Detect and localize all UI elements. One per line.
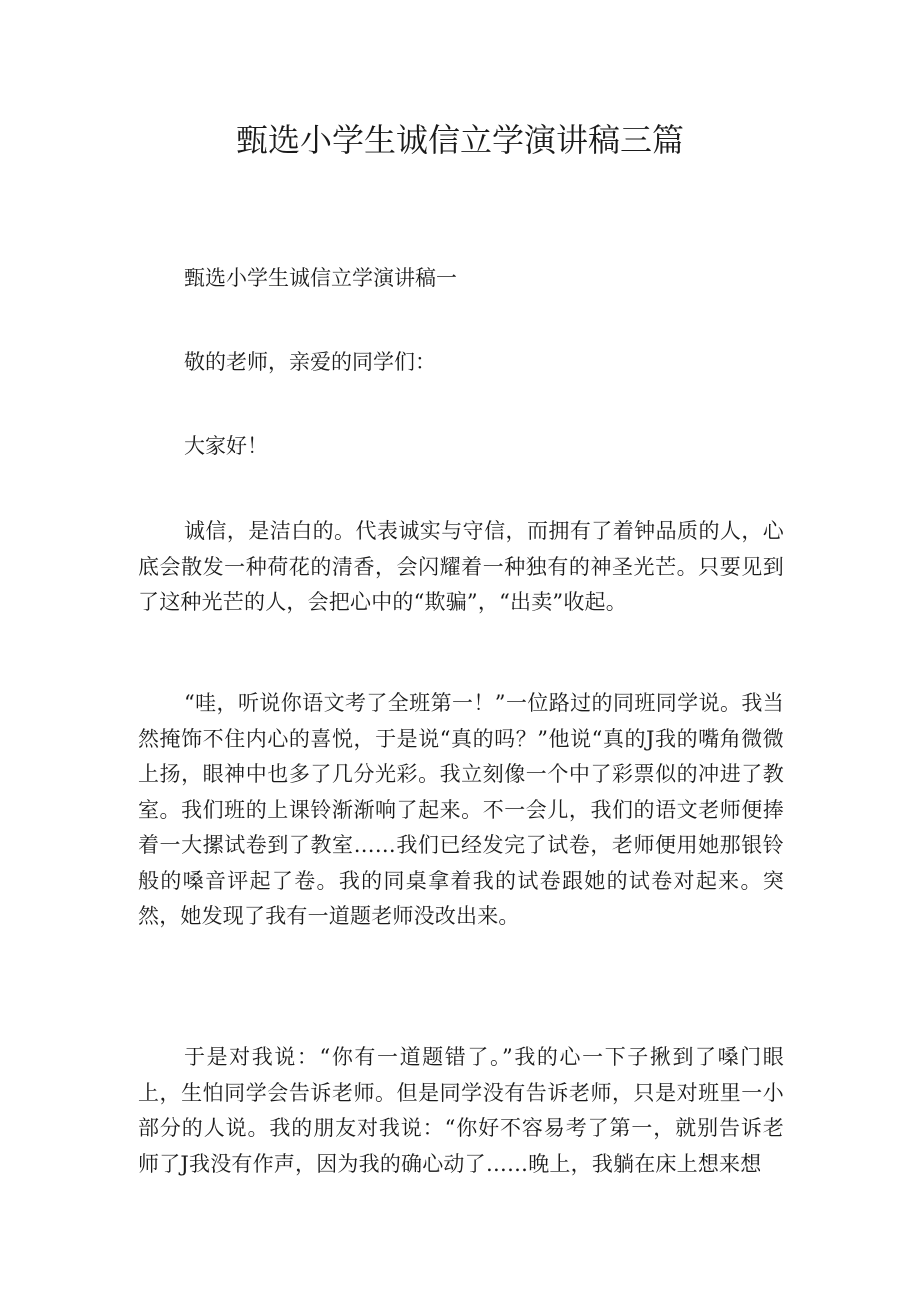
paragraph-1: 诚信，是洁白的。代表诚实与守信，而拥有了着钟品质的人，心底会散发一种荷花的清香，会闪耀着一种独有的神圣光芒。只要见到了这种光芒的人，会把心中的“欺骗”，“出卖”收起。: [138, 519, 784, 614]
section-subtitle: 甄选小学生诚信立学演讲稿一: [184, 266, 457, 290]
greeting: 大家好！: [184, 434, 268, 458]
paragraph-2: “哇，听说你语文考了全班第一！”一位路过的同班同学说。我当然掩饰不住内心的喜悦，于是说“真的吗？”他说“真的J我的嘴角微微上扬，眼神中也多了几分光彩。我立刻像一个中了彩票似的冲进了教室。我们班的上课铃渐渐响了起来。不一会儿，我们的语文老师便捧着一大摞试卷到了教室……我们已经发完了试卷，老师便用她那银铃般的嗓音评起了卷。我的同桌拿着我的试卷跟她的试卷对起来。突然，她发现了我有一道题老师没改出来。: [138, 691, 784, 928]
document-title: 甄选小学生诚信立学演讲稿三篇: [235, 121, 684, 159]
salutation: 敬的老师，亲爱的同学们：: [184, 350, 436, 374]
paragraph-3: 于是对我说：“你有一道题错了。”我的心一下子揪到了嗓门眼上，生怕同学会告诉老师。但是同学没有告诉老师，只是对班里一小部分的人说。我的朋友对我说：“你好不容易考了第一，就别告诉老师了J我没有作声，因为我的确心动了……晚上，我躺在床上想来想: [138, 1045, 784, 1176]
